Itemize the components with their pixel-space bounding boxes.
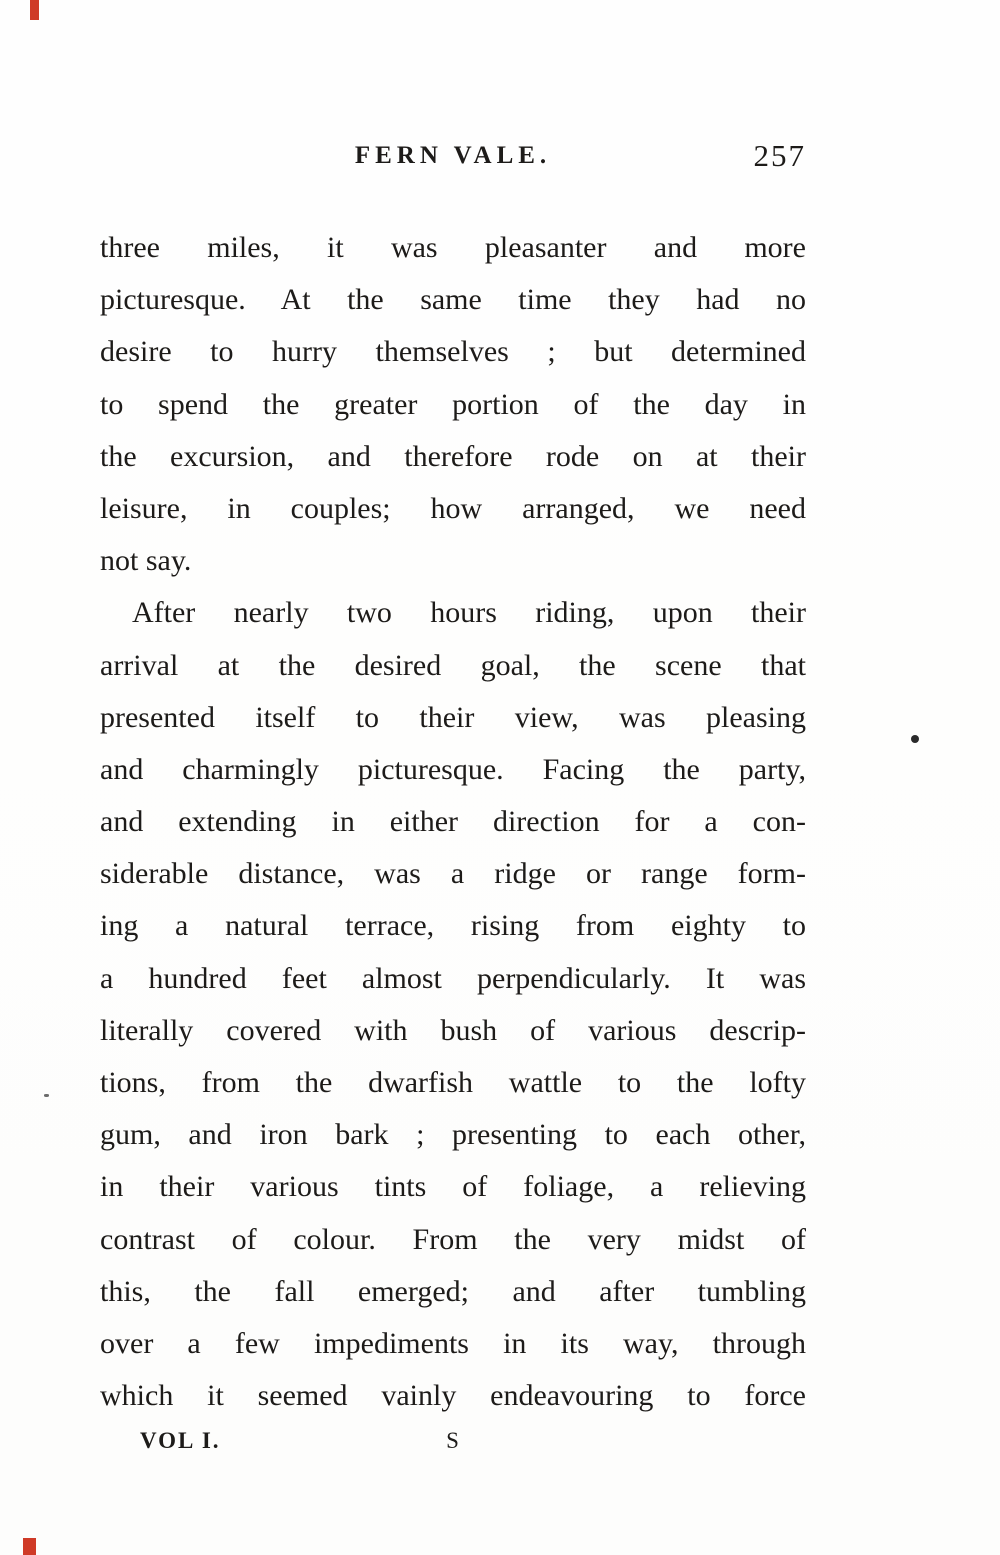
ink-dot-artifact: [911, 735, 919, 743]
text-line: a hundred feet almost perpendicularly. It was: [100, 961, 806, 995]
text-line: and extending in either direction for a con-: [100, 805, 806, 839]
text-line: the excursion, and therefore rode on at their: [100, 439, 806, 473]
text-line: tions, from the dwarfish wattle to the lofty: [100, 1066, 806, 1099]
text-line: leisure, in couples; how arranged, we need: [100, 491, 806, 525]
text-line: to spend the greater portion of the day in: [100, 387, 806, 421]
text-line: picturesque. At the same time they had no: [100, 283, 806, 317]
running-header-title: FERN VALE.: [354, 142, 552, 169]
page-number: 257: [753, 138, 806, 173]
page-footer: [100, 1428, 806, 1468]
text-line: literally covered with bush of various descrip-: [100, 1013, 806, 1047]
text-line: over a few impediments in its way, through: [100, 1326, 806, 1360]
running-header: [100, 138, 806, 186]
text-line: After nearly two hours riding, upon their: [132, 596, 806, 630]
page-body: [100, 222, 806, 1422]
volume-label: VOL I.: [140, 1428, 221, 1453]
text-line: presented itself to their view, was pleasing: [100, 700, 806, 734]
text-line: not say.: [100, 544, 192, 578]
text-line: this, the fall emerged; and after tumbling: [100, 1274, 806, 1308]
text-line: in their various tints of foliage, a relieving: [100, 1170, 806, 1204]
scan-artifact-red-top: [30, 0, 39, 20]
text-line: arrival at the desired goal, the scene that: [100, 648, 806, 682]
signature-mark: S: [446, 1428, 460, 1453]
scan-artifact-red-bottom: [23, 1538, 36, 1555]
text-line: and charmingly picturesque. Facing the party,: [100, 752, 806, 786]
text-line: siderable distance, was a ridge or range form-: [100, 857, 806, 891]
text-line: which it seemed vainly endeavouring to force: [100, 1379, 806, 1413]
ink-speck-artifact: [44, 1094, 49, 1097]
text-line: three miles, it was pleasanter and more: [100, 231, 806, 264]
text-line: desire to hurry themselves ; but determined: [100, 335, 806, 369]
text-line: gum, and iron bark ; presenting to each other,: [100, 1118, 806, 1152]
text-line: ing a natural terrace, rising from eighty to: [100, 909, 806, 943]
text-line: contrast of colour. From the very midst of: [100, 1222, 806, 1256]
